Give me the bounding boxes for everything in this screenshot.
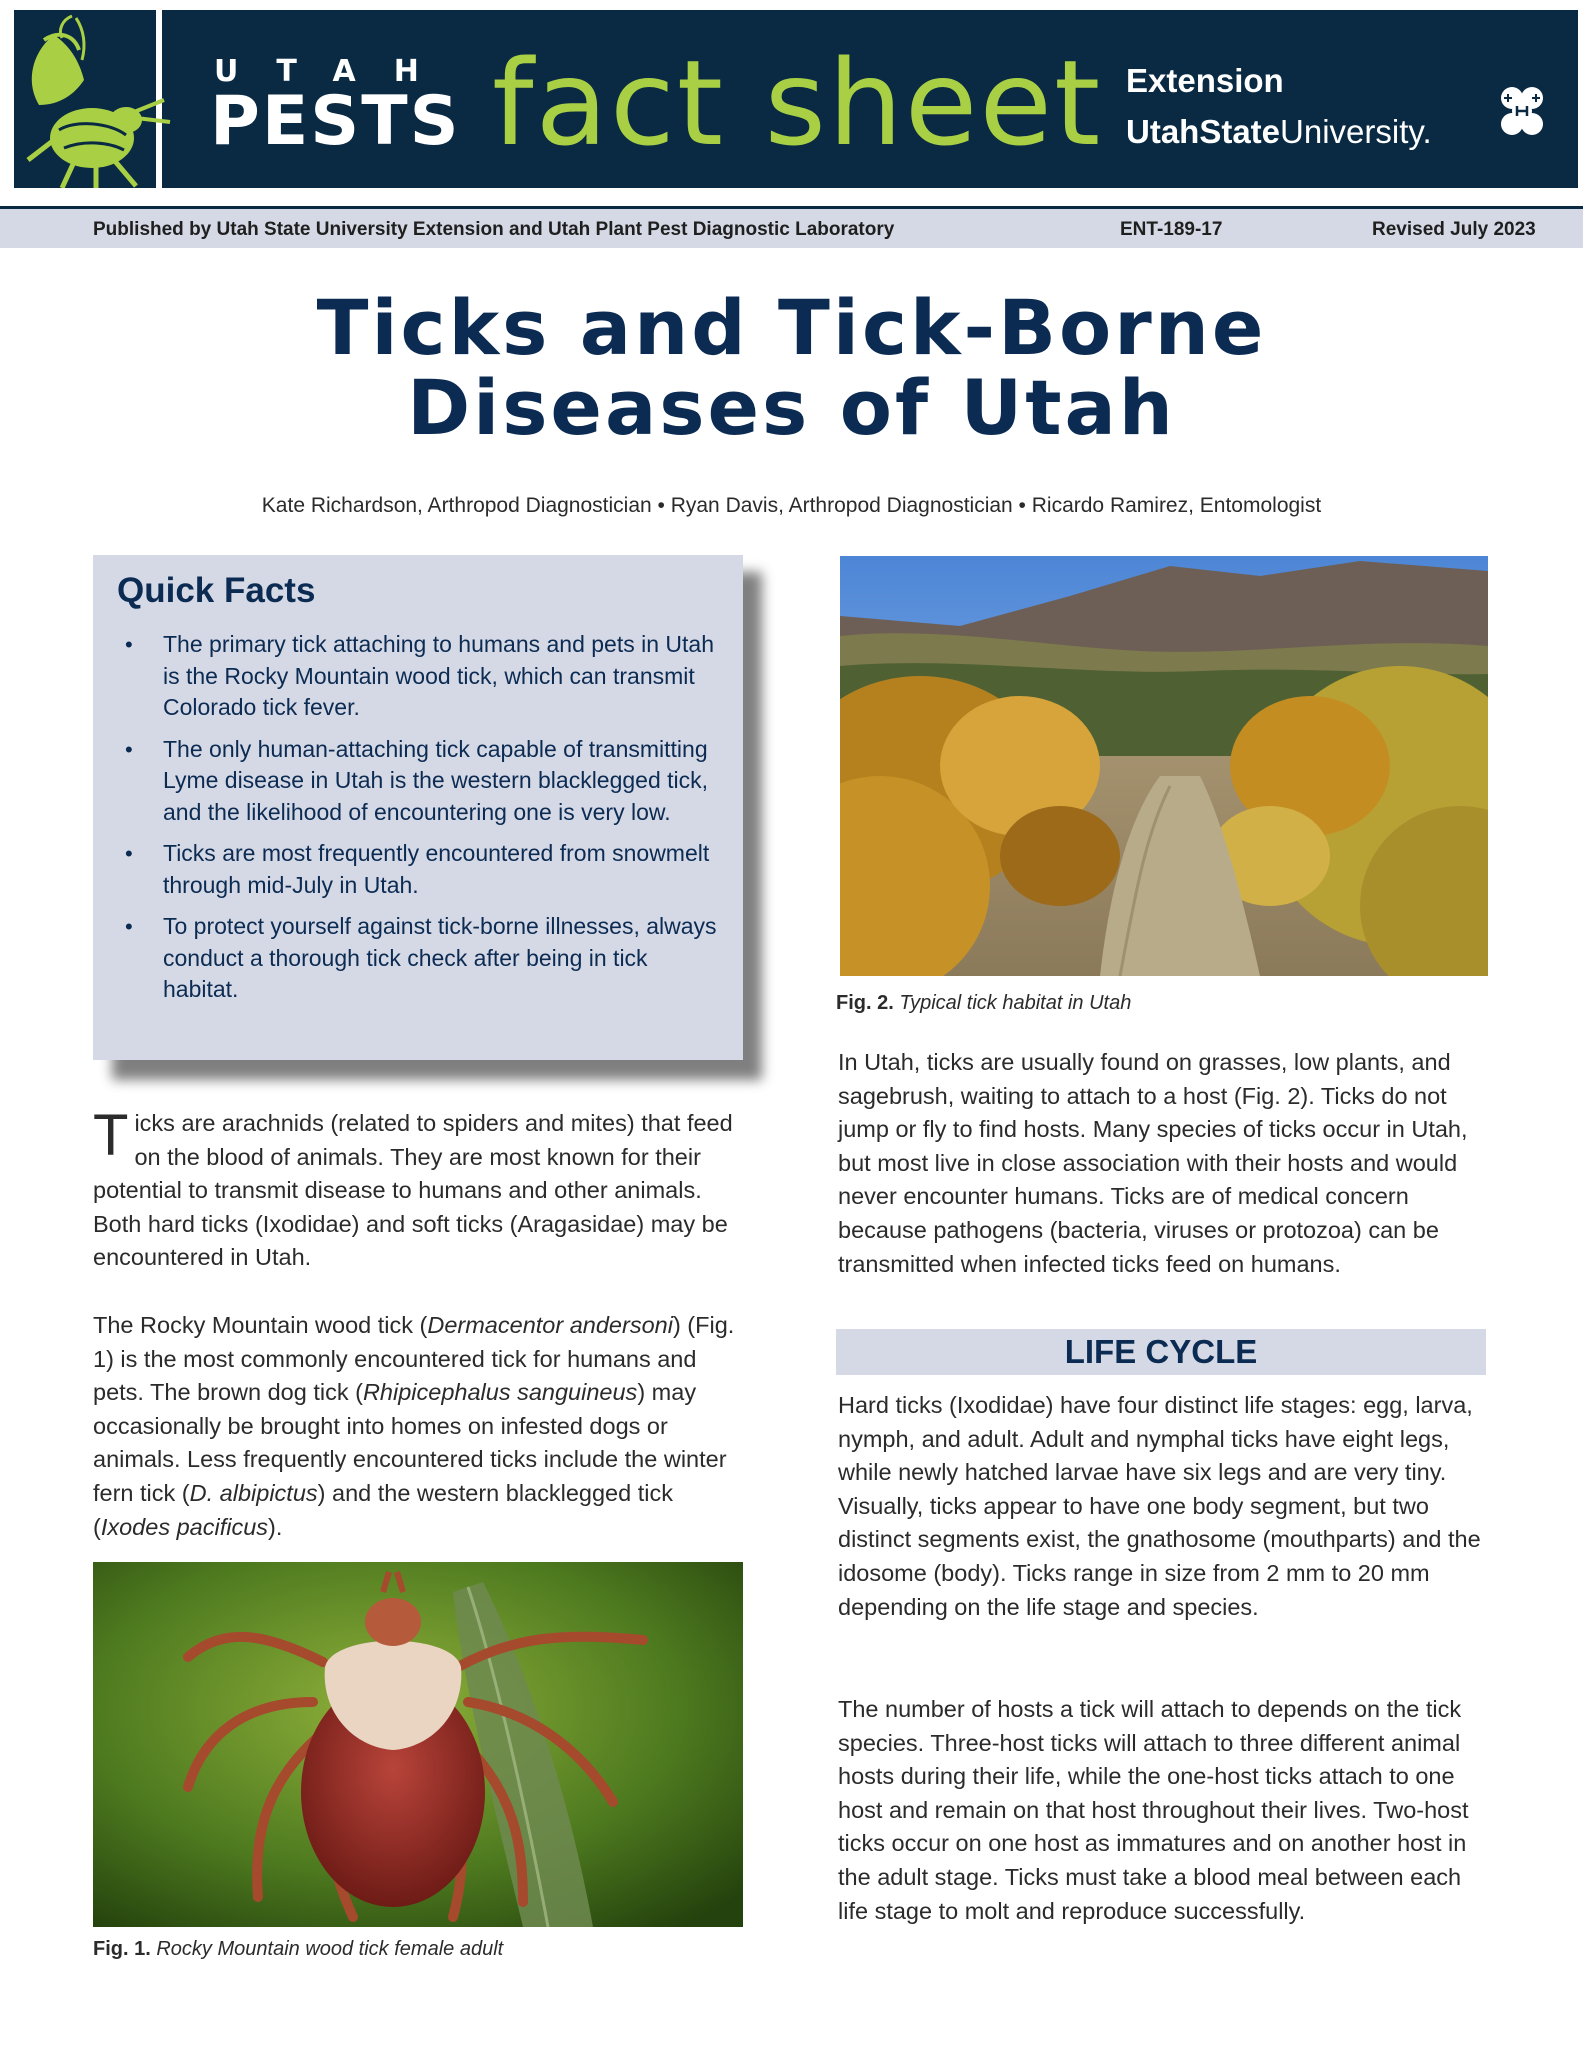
brand-utah: UTAH (214, 54, 457, 89)
quick-fact-item: • The primary tick attaching to humans and pets in Utah is the Rocky Mountain wood tick, which can transmit Colorado tick fever. (117, 629, 717, 724)
intro-paragraph (93, 1103, 743, 1275)
fig2-caption (836, 992, 1131, 1015)
species-name-dermacentor: Dermacentor andersoni (427, 1312, 673, 1338)
fig2-caption-text: Typical tick habitat in Utah (899, 992, 1132, 1014)
university-label (1126, 113, 1432, 151)
quick-facts-list (117, 629, 719, 1006)
bellflower-and-insect-icon (14, 10, 184, 188)
fact-sheet-code: ENT-189-17 (1120, 219, 1223, 240)
intro-paragraph-text: icks are arachnids (related to spiders and mites) that feed on the blood of animals. They are most known for their potential to transmit disease to humans and other animals. Both hard ticks (Ixodidae) and soft ticks (Aragasidae) may be encountered in Utah. (93, 1110, 733, 1271)
fig1-label: Fig. 1. (93, 1938, 151, 1960)
species-text-e: ). (268, 1513, 283, 1540)
species-text-d: ) and the western blacklegged tick ( (93, 1479, 673, 1540)
quick-facts-box (93, 555, 743, 1060)
quick-fact-item: • Ticks are most frequently encountered from snowmelt through mid-July in Utah. (117, 838, 717, 901)
fig1-caption-text: Rocky Mountain wood tick female adult (156, 1938, 504, 1960)
university-rest: University (1280, 113, 1423, 150)
species-name-ixodes: Ixodes pacificus (100, 1513, 269, 1540)
title-line-1: Ticks and Tick-Borne (316, 283, 1267, 372)
life-cycle-header (836, 1329, 1486, 1375)
four-h-clover-icon (1490, 80, 1554, 144)
quick-fact-item: • To protect yourself against tick-borne illnesses, always conduct a thorough tick check after being in tick habitat. (117, 911, 717, 1006)
habitat-photo (840, 556, 1488, 976)
species-text-a: The Rocky Mountain wood tick ( (93, 1312, 428, 1338)
species-name-albipictus: D. albipictus (189, 1479, 318, 1506)
fig2-label: Fig. 2. (836, 992, 894, 1014)
fig1-caption (93, 1938, 503, 1961)
revision-date: Revised July 2023 (1372, 219, 1536, 240)
tick-photo (93, 1562, 743, 1927)
life-cycle-paragraph-1: Hard ticks (Ixodidae) have four distinct life stages: egg, larva, nymph, and adult. Adult and nymphal ticks have eight legs, while newly hatched larvae have six legs and are very tiny. Visually, ticks appear to have one body segment, but two distinct segments exist, the gnathosome (mouthparts) and the idosome (body). Ticks range in size from 2 mm to 20 mm depending on the life stage and species. (838, 1392, 1481, 1620)
life-cycle-paragraph-2: The number of hosts a tick will attach to depends on the tick species. Three-host ticks will attach to three different animal hosts during their life, while the one-host ticks attach to one host and remain on that host throughout their lives. Two-host ticks occur on one host as immatures and on another host in the adult stage. Ticks must take a blood meal between each life stage to molt and reproduce successfully. (838, 1696, 1469, 1924)
species-paragraph (93, 1309, 743, 1544)
publisher-text: Published by Utah State University Extension and Utah Plant Pest Diagnostic Laboratory (93, 219, 895, 240)
header-banner (14, 10, 1578, 188)
university-bold: UtahState (1126, 113, 1281, 150)
life-cycle-title: LIFE CYCLE (1064, 1333, 1258, 1370)
habitat-paragraph: In Utah, ticks are usually found on grasses, low plants, and sagebrush, waiting to attach to a host (Fig. 2). Ticks do not jump or fly to find hosts. Many species of ticks occur in Utah, but most live in close association with their hosts and would never encounter humans. Ticks are of medical concern because pathogens (bacteria, viruses or protozoa) can be transmitted when infected ticks feed on humans. (838, 1049, 1468, 1277)
extension-label: Extension (1126, 62, 1284, 99)
page-title (0, 283, 1583, 452)
brand-fact-sheet: fact sheet (492, 34, 1103, 172)
university-mark: . (1422, 113, 1432, 150)
species-name-rhipicephalus: Rhipicephalus sanguineus (362, 1379, 638, 1406)
quick-fact-item: • The only human-attaching tick capable of transmitting Lyme disease in Utah is the western blacklegged tick, and the likelihood of encountering one is very low. (117, 734, 717, 829)
title-line-2: Diseases of Utah (407, 363, 1176, 452)
authors-line: Kate Richardson, Arthropod Diagnostician • Ryan Davis, Arthropod Diagnostician • Ricardo Ramirez, Entomologist (261, 494, 1322, 517)
drop-cap: T (93, 1103, 129, 1168)
species-text-c: ) may occasionally be brought into homes on infested dogs or animals. Less frequently encountered ticks include the winter fern tick ( (93, 1379, 727, 1506)
species-text-b: ) (Fig. 1) is the most commonly encountered tick for humans and pets. The brown dog tick ( (93, 1312, 735, 1406)
quick-facts-heading: Quick Facts (117, 571, 316, 610)
brand-pests: PESTS (210, 82, 461, 161)
